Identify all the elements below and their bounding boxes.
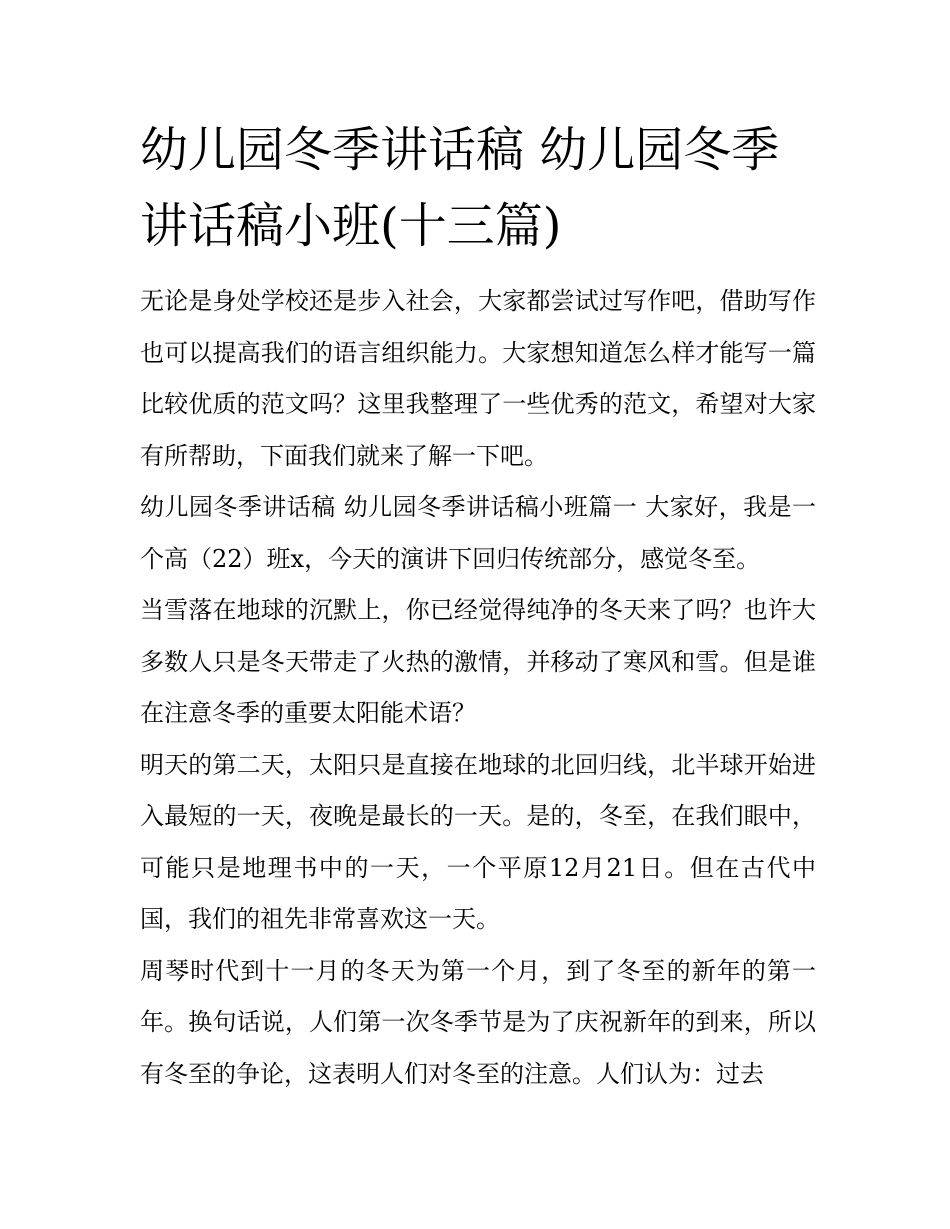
paragraph: 幼儿园冬季讲话稿 幼儿园冬季讲话稿小班篇一 大家好，我是一个高（22）班x，今天的演讲下回归传统部分，感觉冬至。 [140, 493, 816, 573]
document-title: 幼儿园冬季讲话稿 幼儿园冬季讲话稿小班(十三篇) [140, 122, 780, 254]
paragraph: 周琴时代到十一月的冬天为第一个月，到了冬至的新年的第一年。换句话说，人们第一次冬季节是为了庆祝新年的到来，所以有冬至的争论，这表明人们对冬至的注意。人们认为：过去 [140, 956, 816, 1088]
paragraph: 无论是身处学校还是步入社会，大家都尝试过写作吧，借助写作也可以提高我们的语言组织能力。大家想知道怎么样才能写一篇比较优质的范文吗？这里我整理了一些优秀的范文，希望对大家有所帮助，下面我们就来了解一下吧。 [140, 287, 816, 470]
document-body [140, 276, 816, 1100]
paragraph: 明天的第二天，太阳只是直接在地球的北回归线，北半球开始进入最短的一天，夜晚是最长的一天。是的，冬至，在我们眼中，可能只是地理书中的一天，一个平原12月21日。但在古代中国，我们的祖先非常喜欢这一天。 [140, 750, 816, 933]
paragraph: 当雪落在地球的沉默上，你已经觉得纯净的冬天来了吗？也许大多数人只是冬天带走了火热的激情，并移动了寒风和雪。但是谁在注意冬季的重要太阳能术语？ [140, 596, 816, 727]
